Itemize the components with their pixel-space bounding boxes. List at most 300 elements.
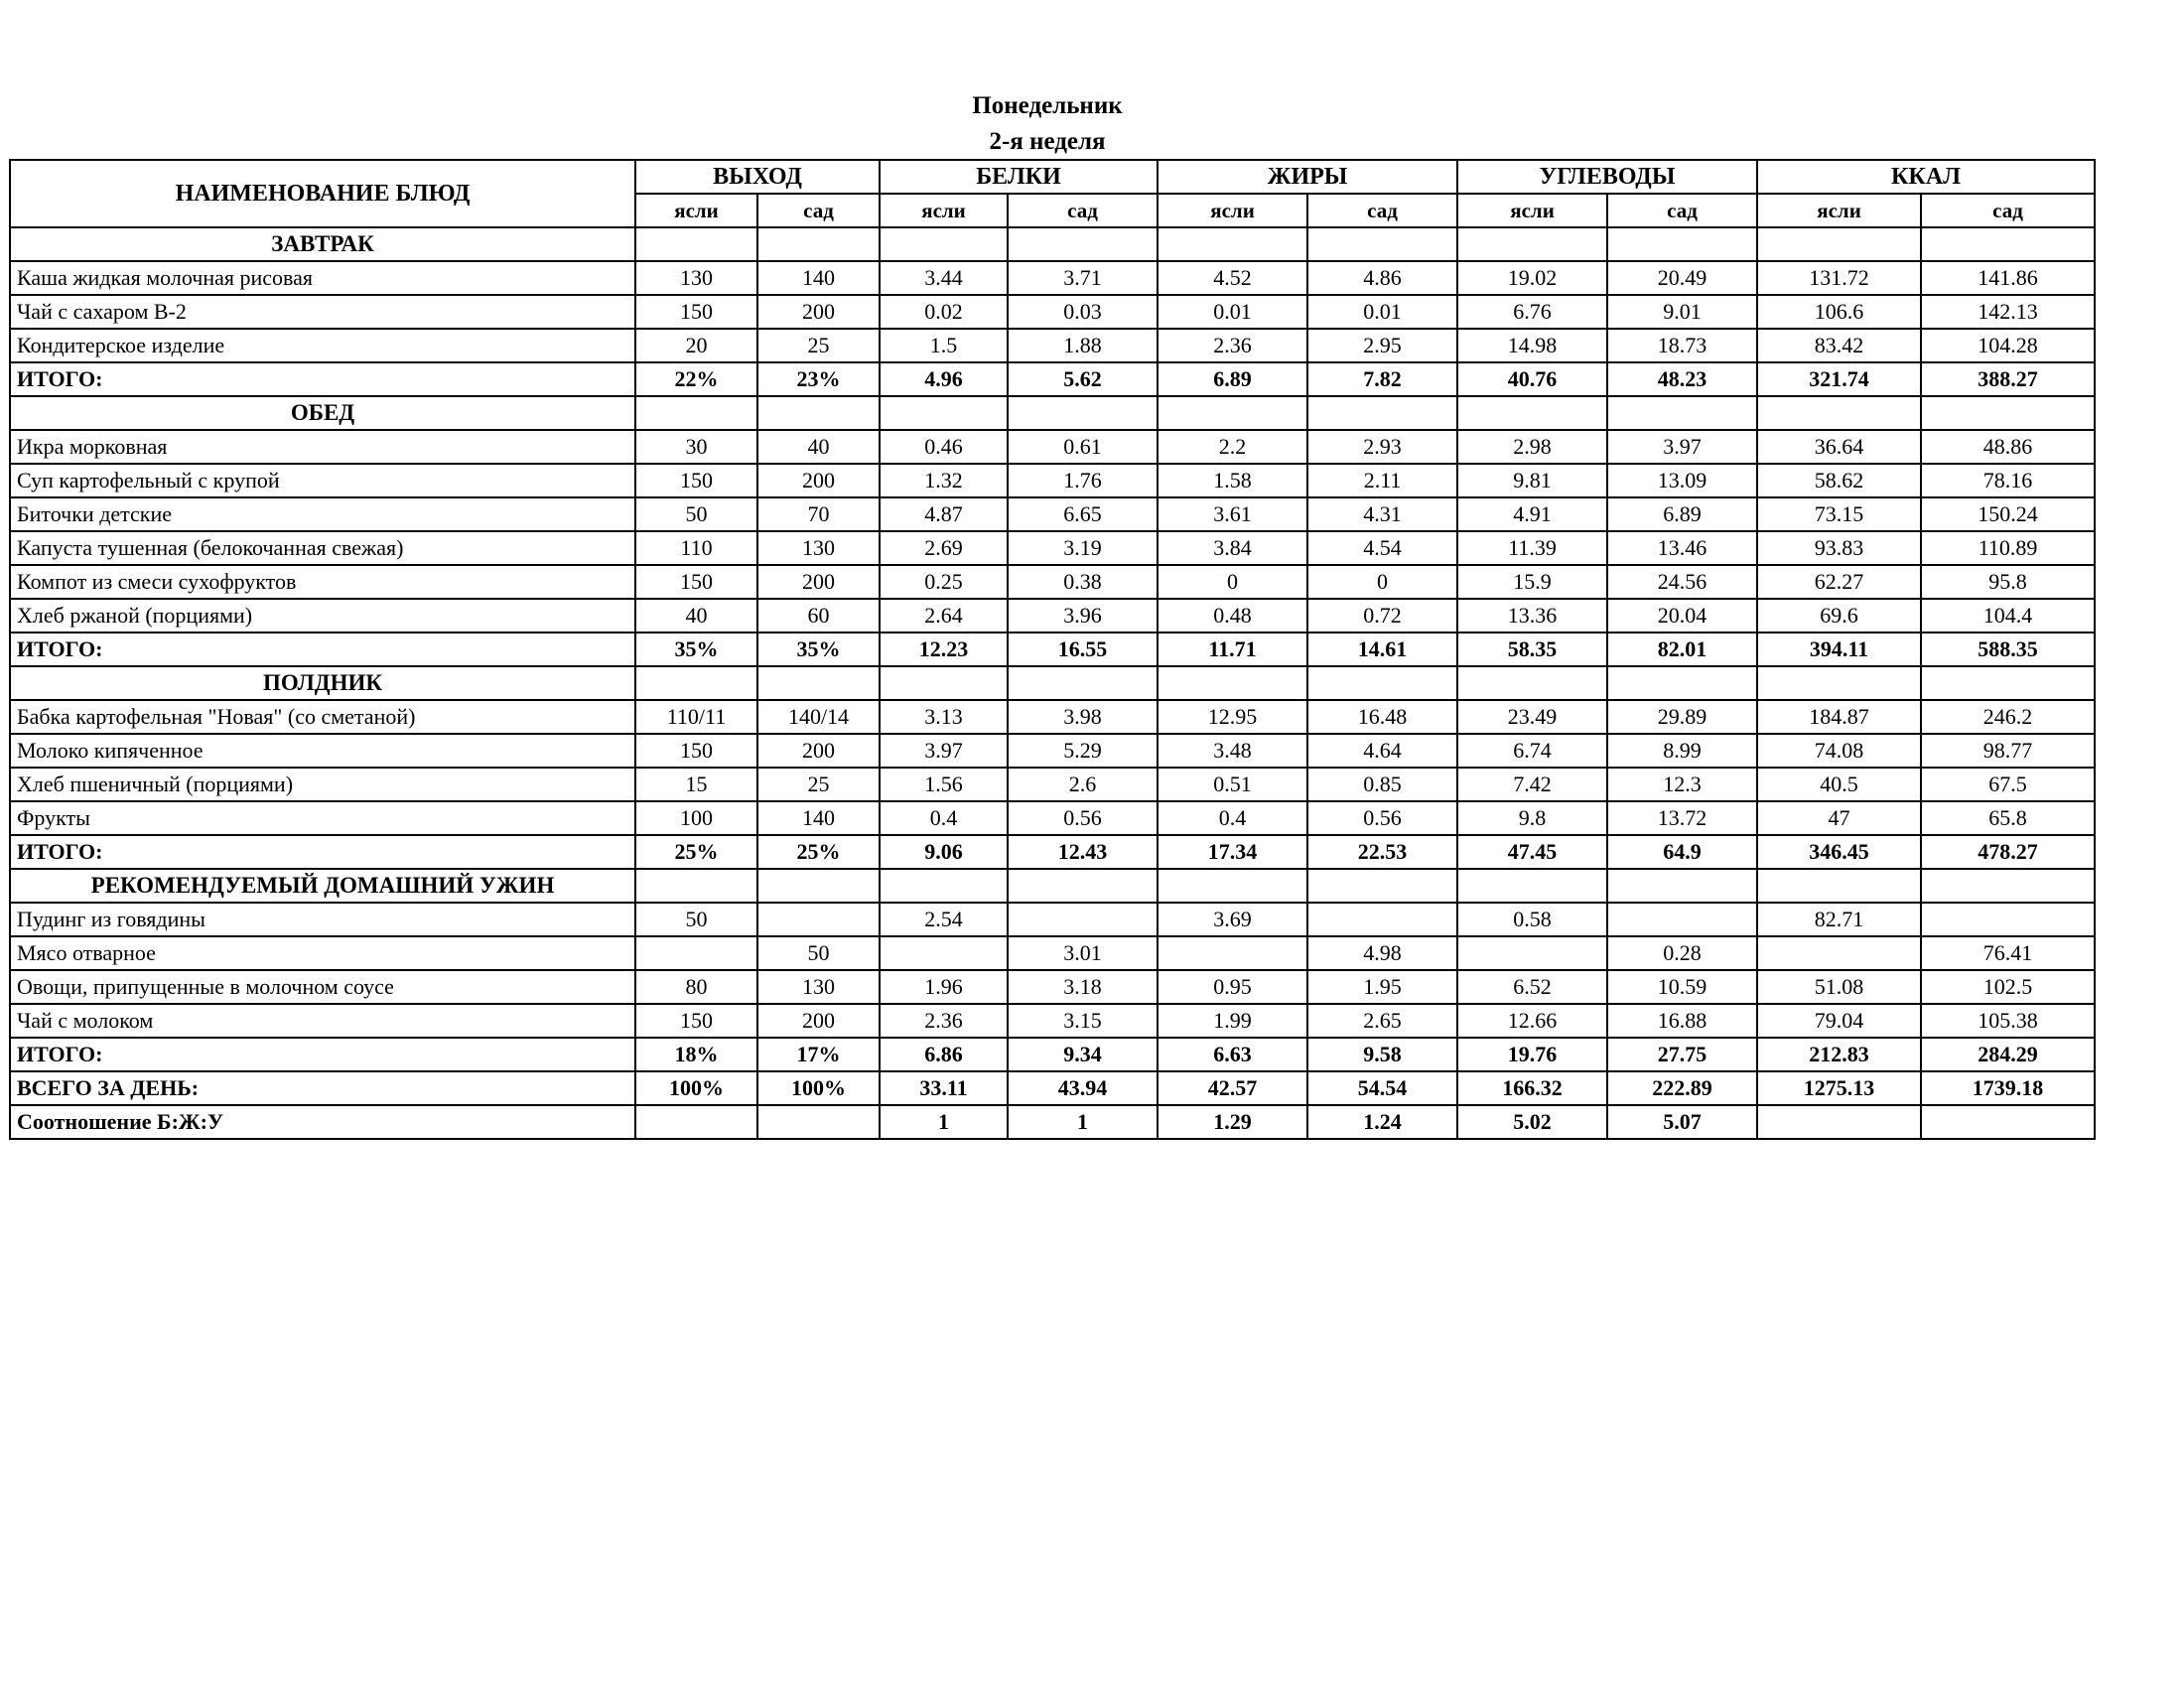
table-cell: 58.35 (1457, 633, 1607, 666)
table-cell: 7.42 (1457, 768, 1607, 801)
subtotal-row (10, 633, 2095, 666)
dish-name: Хлеб ржаной (порциями) (10, 599, 635, 633)
table-cell: 23.49 (1457, 700, 1607, 734)
table-cell: 150 (635, 565, 757, 599)
empty-cell (1008, 227, 1158, 261)
table-cell: 24.56 (1607, 565, 1757, 599)
empty-cell (880, 396, 1008, 430)
table-row (10, 936, 2095, 970)
table-cell: 110.89 (1921, 531, 2095, 565)
empty-cell (757, 227, 880, 261)
table-cell: 3.71 (1008, 261, 1158, 295)
table-cell: 2.11 (1307, 464, 1457, 497)
table-cell: 40 (635, 599, 757, 633)
table-cell: 200 (757, 734, 880, 768)
table-cell: 20.49 (1607, 261, 1757, 295)
table-cell: 6.76 (1457, 295, 1607, 329)
table-cell: 5.02 (1457, 1105, 1607, 1139)
table-cell: 104.28 (1921, 329, 2095, 362)
empty-cell (1757, 227, 1921, 261)
table-cell: 321.74 (1757, 362, 1921, 396)
dish-name: Каша жидкая молочная рисовая (10, 261, 635, 295)
table-cell: 9.34 (1008, 1038, 1158, 1071)
table-row (10, 261, 2095, 295)
empty-cell (1921, 666, 2095, 700)
table-cell: 142.13 (1921, 295, 2095, 329)
dish-name: Компот из смеси сухофруктов (10, 565, 635, 599)
dish-name: ИТОГО: (10, 1038, 635, 1071)
table-cell: 5.62 (1008, 362, 1158, 396)
table-cell: 0.56 (1008, 801, 1158, 835)
table-cell: 3.96 (1008, 599, 1158, 633)
table-row (10, 599, 2095, 633)
table-row (10, 768, 2095, 801)
table-cell: 16.55 (1008, 633, 1158, 666)
empty-cell (635, 869, 757, 903)
subtotal-row (10, 835, 2095, 869)
table-cell: 40 (757, 430, 880, 464)
table-cell: 140 (757, 261, 880, 295)
table-cell: 130 (757, 970, 880, 1004)
table-cell: 30 (635, 430, 757, 464)
table-row (10, 903, 2095, 936)
page-subtitle: 2-я неделя (989, 128, 1106, 155)
table-cell: 0.48 (1158, 599, 1307, 633)
dish-name: Фрукты (10, 801, 635, 835)
empty-cell (1307, 666, 1457, 700)
table-cell: 78.16 (1921, 464, 2095, 497)
table-cell: 200 (757, 565, 880, 599)
day-total-row (10, 1071, 2095, 1105)
table-cell: 25 (757, 768, 880, 801)
table-cell: 150 (635, 1004, 757, 1038)
table-cell: 12.66 (1457, 1004, 1607, 1038)
empty-cell (1607, 227, 1757, 261)
table-row (10, 700, 2095, 734)
table-row (10, 970, 2095, 1004)
table-cell: 0.51 (1158, 768, 1307, 801)
table-cell: 67.5 (1921, 768, 2095, 801)
dish-name: Мясо отварное (10, 936, 635, 970)
table-cell: 42.57 (1158, 1071, 1307, 1105)
table-cell: 65.8 (1921, 801, 2095, 835)
table-cell: 1.32 (880, 464, 1008, 497)
empty-cell (1757, 666, 1921, 700)
table-cell: 35% (757, 633, 880, 666)
table-cell: 166.32 (1457, 1071, 1607, 1105)
table-row (10, 801, 2095, 835)
table-cell (635, 1105, 757, 1139)
dish-name: Хлеб пшеничный (порциями) (10, 768, 635, 801)
table-cell: 0 (1158, 565, 1307, 599)
table-cell: 13.46 (1607, 531, 1757, 565)
empty-cell (757, 666, 880, 700)
table-cell: 478.27 (1921, 835, 2095, 869)
section-header-row (10, 396, 2095, 430)
table-cell: 0 (1307, 565, 1457, 599)
subheader-nursery: ясли (1457, 194, 1607, 227)
empty-cell (1307, 227, 1457, 261)
empty-cell (880, 227, 1008, 261)
table-cell: 2.54 (880, 903, 1008, 936)
table-cell: 4.31 (1307, 497, 1457, 531)
table-cell: 9.81 (1457, 464, 1607, 497)
section-title: ЗАВТРАК (10, 227, 635, 261)
table-cell: 93.83 (1757, 531, 1921, 565)
dish-name: Икра морковная (10, 430, 635, 464)
table-cell: 1.56 (880, 768, 1008, 801)
table-cell: 1.5 (880, 329, 1008, 362)
table-cell: 102.5 (1921, 970, 2095, 1004)
table-cell: 1.58 (1158, 464, 1307, 497)
empty-cell (1921, 396, 2095, 430)
table-cell (1757, 1105, 1921, 1139)
empty-cell (1008, 666, 1158, 700)
table-cell: 23% (757, 362, 880, 396)
table-cell: 4.54 (1307, 531, 1457, 565)
table-cell: 4.64 (1307, 734, 1457, 768)
table-cell: 3.98 (1008, 700, 1158, 734)
table-cell: 50 (757, 936, 880, 970)
header-group-output: ВЫХОД (635, 160, 880, 194)
table-cell: 3.15 (1008, 1004, 1158, 1038)
subheader-kindergarten: сад (1008, 194, 1158, 227)
table-cell: 100 (635, 801, 757, 835)
empty-cell (1008, 396, 1158, 430)
dish-name: ИТОГО: (10, 362, 635, 396)
empty-cell (1607, 396, 1757, 430)
table-cell: 13.09 (1607, 464, 1757, 497)
table-cell: 6.63 (1158, 1038, 1307, 1071)
table-cell: 15 (635, 768, 757, 801)
table-cell: 13.36 (1457, 599, 1607, 633)
subheader-kindergarten: сад (757, 194, 880, 227)
table-cell: 13.72 (1607, 801, 1757, 835)
table-cell: 100% (757, 1071, 880, 1105)
table-cell: 3.48 (1158, 734, 1307, 768)
table-cell: 0.85 (1307, 768, 1457, 801)
dish-name: ИТОГО: (10, 633, 635, 666)
table-cell: 0.4 (880, 801, 1008, 835)
table-cell (1307, 903, 1457, 936)
table-cell: 2.36 (1158, 329, 1307, 362)
table-cell: 3.19 (1008, 531, 1158, 565)
table-cell: 1.76 (1008, 464, 1158, 497)
table-cell: 1.95 (1307, 970, 1457, 1004)
table-cell: 0.01 (1307, 295, 1457, 329)
empty-cell (1757, 396, 1921, 430)
table-cell (1607, 903, 1757, 936)
empty-cell (1457, 396, 1607, 430)
header-name: НАИМЕНОВАНИЕ БЛЮД (10, 160, 635, 227)
table-cell: 0.95 (1158, 970, 1307, 1004)
empty-cell (1457, 666, 1607, 700)
table-cell: 6.65 (1008, 497, 1158, 531)
table-cell: 12.43 (1008, 835, 1158, 869)
table-cell: 184.87 (1757, 700, 1921, 734)
section-header-row (10, 869, 2095, 903)
subheader-kindergarten: сад (1607, 194, 1757, 227)
table-cell: 2.93 (1307, 430, 1457, 464)
table-cell (1921, 1105, 2095, 1139)
table-cell: 6.74 (1457, 734, 1607, 768)
table-cell: 6.89 (1607, 497, 1757, 531)
empty-cell (880, 869, 1008, 903)
dish-name: Биточки детские (10, 497, 635, 531)
table-cell: 82.01 (1607, 633, 1757, 666)
table-cell: 0.72 (1307, 599, 1457, 633)
section-title: ОБЕД (10, 396, 635, 430)
dish-name: Овощи, припущенные в молочном соусе (10, 970, 635, 1004)
table-cell: 80 (635, 970, 757, 1004)
table-cell: 6.52 (1457, 970, 1607, 1004)
empty-cell (1307, 396, 1457, 430)
dish-name: Пудинг из говядины (10, 903, 635, 936)
table-cell: 48.23 (1607, 362, 1757, 396)
table-cell: 104.4 (1921, 599, 2095, 633)
table-row (10, 497, 2095, 531)
dish-name: Чай с молоком (10, 1004, 635, 1038)
section-header-row (10, 666, 2095, 700)
table-cell: 346.45 (1757, 835, 1921, 869)
subheader-kindergarten: сад (1307, 194, 1457, 227)
table-cell: 140/14 (757, 700, 880, 734)
table-cell: 150.24 (1921, 497, 2095, 531)
table-row (10, 329, 2095, 362)
header-group-carbs: УГЛЕВОДЫ (1457, 160, 1757, 194)
table-cell: 47 (1757, 801, 1921, 835)
empty-cell (635, 227, 757, 261)
table-cell: 4.52 (1158, 261, 1307, 295)
table-cell: 22.53 (1307, 835, 1457, 869)
table-row (10, 464, 2095, 497)
table-cell: 1.88 (1008, 329, 1158, 362)
table-cell: 131.72 (1757, 261, 1921, 295)
table-cell: 35% (635, 633, 757, 666)
table-cell: 19.02 (1457, 261, 1607, 295)
table-cell: 141.86 (1921, 261, 2095, 295)
table-row (10, 531, 2095, 565)
table-cell: 0.02 (880, 295, 1008, 329)
dish-name: Соотношение Б:Ж:У (10, 1105, 635, 1139)
page-title: Понедельник (972, 92, 1123, 119)
table-cell: 3.18 (1008, 970, 1158, 1004)
table-cell (880, 936, 1008, 970)
dish-name: Суп картофельный с крупой (10, 464, 635, 497)
empty-cell (757, 396, 880, 430)
header-row (10, 160, 2095, 194)
table-cell: 25% (635, 835, 757, 869)
table-cell: 0.03 (1008, 295, 1158, 329)
table-cell: 62.27 (1757, 565, 1921, 599)
table-cell (757, 903, 880, 936)
table-cell: 70 (757, 497, 880, 531)
table-cell: 98.77 (1921, 734, 2095, 768)
table-cell: 200 (757, 464, 880, 497)
table-cell (635, 936, 757, 970)
table-cell: 4.87 (880, 497, 1008, 531)
table-cell: 7.82 (1307, 362, 1457, 396)
table-cell: 0.56 (1307, 801, 1457, 835)
dish-name: Кондитерское изделие (10, 329, 635, 362)
table-cell: 14.61 (1307, 633, 1457, 666)
table-cell: 3.01 (1008, 936, 1158, 970)
ratio-row (10, 1105, 2095, 1139)
empty-cell (1607, 666, 1757, 700)
table-cell: 1739.18 (1921, 1071, 2095, 1105)
table-cell: 3.69 (1158, 903, 1307, 936)
table-cell: 222.89 (1607, 1071, 1757, 1105)
empty-cell (1158, 869, 1307, 903)
table-cell: 2.2 (1158, 430, 1307, 464)
table-cell: 19.76 (1457, 1038, 1607, 1071)
table-cell: 8.99 (1607, 734, 1757, 768)
table-cell: 0.01 (1158, 295, 1307, 329)
table-cell: 14.98 (1457, 329, 1607, 362)
dish-name: ВСЕГО ЗА ДЕНЬ: (10, 1071, 635, 1105)
table-cell: 388.27 (1921, 362, 2095, 396)
table-cell: 3.13 (880, 700, 1008, 734)
table-cell: 15.9 (1457, 565, 1607, 599)
table-cell: 17% (757, 1038, 880, 1071)
table-cell: 0.38 (1008, 565, 1158, 599)
table-cell: 29.89 (1607, 700, 1757, 734)
menu-table (9, 159, 2096, 1140)
table-cell: 105.38 (1921, 1004, 2095, 1038)
table-row (10, 295, 2095, 329)
empty-cell (1607, 869, 1757, 903)
table-cell: 140 (757, 801, 880, 835)
table-row (10, 1004, 2095, 1038)
empty-cell (1307, 869, 1457, 903)
table-cell: 11.39 (1457, 531, 1607, 565)
table-cell: 2.64 (880, 599, 1008, 633)
dish-name: ИТОГО: (10, 835, 635, 869)
table-row (10, 430, 2095, 464)
table-cell: 36.64 (1757, 430, 1921, 464)
empty-cell (1921, 227, 2095, 261)
table-cell: 2.6 (1008, 768, 1158, 801)
table-cell: 50 (635, 903, 757, 936)
table-cell: 6.89 (1158, 362, 1307, 396)
table-cell: 4.91 (1457, 497, 1607, 531)
table-cell: 2.69 (880, 531, 1008, 565)
table-cell: 4.98 (1307, 936, 1457, 970)
table-cell: 18.73 (1607, 329, 1757, 362)
table-cell: 3.84 (1158, 531, 1307, 565)
table-cell: 6.86 (880, 1038, 1008, 1071)
table-cell: 40.5 (1757, 768, 1921, 801)
table-cell: 11.71 (1158, 633, 1307, 666)
table-cell: 0.4 (1158, 801, 1307, 835)
empty-cell (1921, 869, 2095, 903)
table-cell: 27.75 (1607, 1038, 1757, 1071)
table-cell (1457, 936, 1607, 970)
table-cell: 73.15 (1757, 497, 1921, 531)
table-row (10, 565, 2095, 599)
table-cell: 33.11 (880, 1071, 1008, 1105)
table-cell: 106.6 (1757, 295, 1921, 329)
empty-cell (635, 396, 757, 430)
table-cell: 100% (635, 1071, 757, 1105)
table-cell: 9.8 (1457, 801, 1607, 835)
header-group-kcal: ККАЛ (1757, 160, 2095, 194)
table-cell: 16.48 (1307, 700, 1457, 734)
table-cell: 200 (757, 295, 880, 329)
subheader-nursery: ясли (880, 194, 1008, 227)
table-cell: 1.29 (1158, 1105, 1307, 1139)
table-cell: 2.95 (1307, 329, 1457, 362)
table-cell: 1275.13 (1757, 1071, 1921, 1105)
table-cell: 3.44 (880, 261, 1008, 295)
table-cell (1158, 936, 1307, 970)
empty-cell (1457, 869, 1607, 903)
table-cell: 284.29 (1921, 1038, 2095, 1071)
table-cell: 110 (635, 531, 757, 565)
dish-name: Капуста тушенная (белокочанная свежая) (10, 531, 635, 565)
table-cell: 12.3 (1607, 768, 1757, 801)
table-cell: 5.07 (1607, 1105, 1757, 1139)
table-cell: 50 (635, 497, 757, 531)
section-header-row (10, 227, 2095, 261)
table-cell: 25% (757, 835, 880, 869)
table-cell: 150 (635, 734, 757, 768)
table-cell: 82.71 (1757, 903, 1921, 936)
section-title: РЕКОМЕНДУЕМЫЙ ДОМАШНИЙ УЖИН (10, 869, 635, 903)
empty-cell (1158, 666, 1307, 700)
table-cell: 110/11 (635, 700, 757, 734)
table-cell: 0.46 (880, 430, 1008, 464)
table-cell: 16.88 (1607, 1004, 1757, 1038)
table-cell: 3.97 (1607, 430, 1757, 464)
table-cell (1921, 903, 2095, 936)
table-cell: 4.96 (880, 362, 1008, 396)
table-cell: 60 (757, 599, 880, 633)
empty-cell (1158, 396, 1307, 430)
section-title: ПОЛДНИК (10, 666, 635, 700)
table-cell: 74.08 (1757, 734, 1921, 768)
table-cell: 0.61 (1008, 430, 1158, 464)
table-cell: 79.04 (1757, 1004, 1921, 1038)
empty-cell (757, 869, 880, 903)
table-cell: 1.99 (1158, 1004, 1307, 1038)
table-cell: 200 (757, 1004, 880, 1038)
dish-name: Чай с сахаром В-2 (10, 295, 635, 329)
table-cell: 22% (635, 362, 757, 396)
table-cell: 25 (757, 329, 880, 362)
table-cell: 212.83 (1757, 1038, 1921, 1071)
table-cell (1008, 903, 1158, 936)
table-cell: 54.54 (1307, 1071, 1457, 1105)
subheader-kindergarten: сад (1921, 194, 2095, 227)
table-cell: 1 (1008, 1105, 1158, 1139)
table-cell: 9.01 (1607, 295, 1757, 329)
table-cell: 18% (635, 1038, 757, 1071)
table-cell: 130 (757, 531, 880, 565)
table-cell: 3.61 (1158, 497, 1307, 531)
table-cell: 2.65 (1307, 1004, 1457, 1038)
table-cell: 0.28 (1607, 936, 1757, 970)
subheader-nursery: ясли (635, 194, 757, 227)
table-cell: 2.36 (880, 1004, 1008, 1038)
table-cell: 0.25 (880, 565, 1008, 599)
table-cell: 9.58 (1307, 1038, 1457, 1071)
table-cell: 40.76 (1457, 362, 1607, 396)
table-cell: 9.06 (880, 835, 1008, 869)
table-cell: 48.86 (1921, 430, 2095, 464)
table-cell: 246.2 (1921, 700, 2095, 734)
table-cell: 588.35 (1921, 633, 2095, 666)
